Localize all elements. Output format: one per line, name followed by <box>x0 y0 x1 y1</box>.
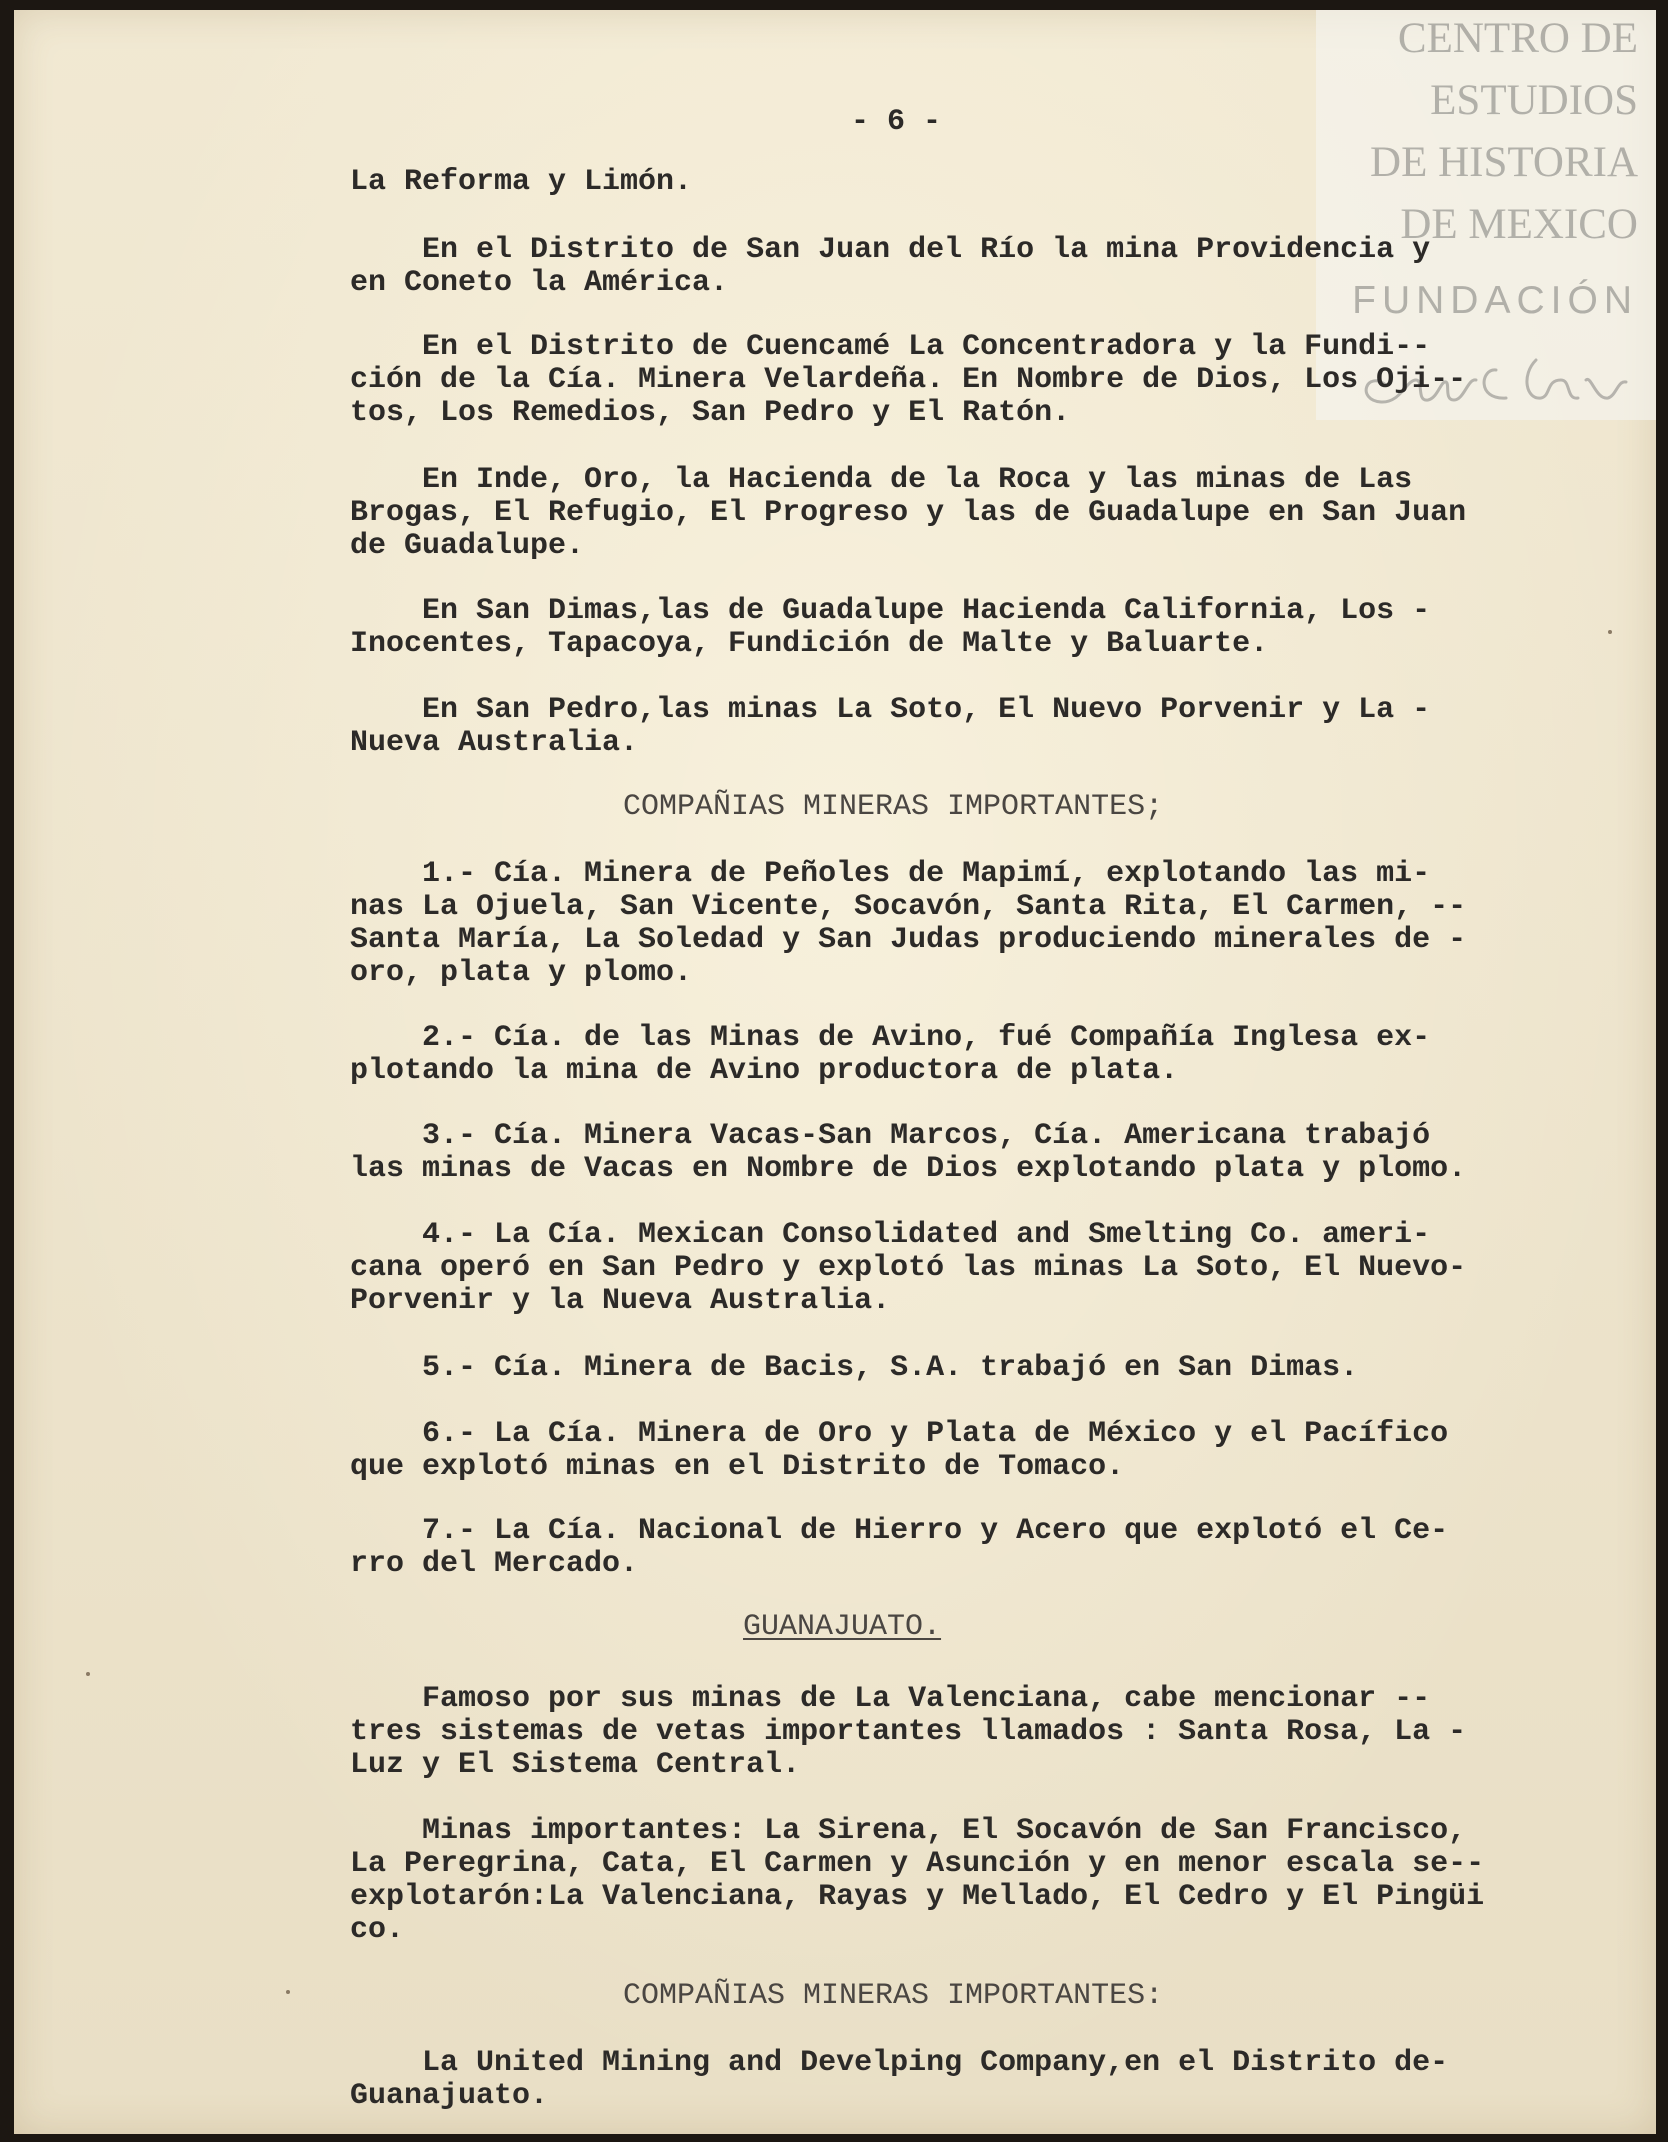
text-line: co. <box>350 1913 405 1947</box>
text-line: cana operó en San Pedro y explotó las minas La Soto, El Nuevo- <box>350 1251 1467 1285</box>
text-line: explotarón:La Valenciana, Rayas y Mellado, El Cedro y El Pingüi <box>350 1880 1485 1914</box>
document-page <box>14 10 1656 2134</box>
text-line: Nueva Australia. <box>350 726 639 760</box>
text-line: las minas de Vacas en Nombre de Dios explotando plata y plomo. <box>350 1152 1467 1186</box>
stamp-line: DE MEXICO <box>1400 201 1638 248</box>
text-line: En San Dimas,las de Guadalupe Hacienda California, Los - <box>350 594 1431 628</box>
text-line: La United Mining and Develping Company,en el Distrito de- <box>350 2046 1449 2080</box>
paper-speck <box>1608 630 1612 634</box>
text-line: En el Distrito de Cuencamé La Concentradora y la Fundi-- <box>350 330 1431 364</box>
text-line: Porvenir y la Nueva Australia. <box>350 1284 891 1318</box>
text-line: 5.- Cía. Minera de Bacis, S.A. trabajó en San Dimas. <box>350 1351 1359 1385</box>
paper-speck <box>286 1990 290 1994</box>
text-line: que explotó minas en el Distrito de Tomaco. <box>350 1450 1125 1484</box>
text-line: tres sistemas de vetas importantes llamados : Santa Rosa, La - <box>350 1715 1467 1749</box>
text-line: en Coneto la América. <box>350 266 729 300</box>
text-line: Brogas, El Refugio, El Progreso y las de Guadalupe en San Juan <box>350 496 1467 530</box>
text-line: 2.- Cía. de las Minas de Avino, fué Compañía Inglesa ex- <box>350 1021 1431 1055</box>
text-line: Inocentes, Tapacoya, Fundición de Malte y Baluarte. <box>350 627 1269 661</box>
stamp-line: DE HISTORIA <box>1370 139 1638 186</box>
text-line: ción de la Cía. Minera Velardeña. En Nombre de Dios, Los Oji-- <box>350 363 1467 397</box>
paper-speck <box>86 1672 90 1676</box>
text-line: tos, Los Remedios, San Pedro y El Ratón. <box>350 396 1071 430</box>
text-line: 3.- Cía. Minera Vacas-San Marcos, Cía. Americana trabajó <box>350 1119 1431 1153</box>
text-line: plotando la mina de Avino productora de plata. <box>350 1054 1179 1088</box>
text-line: Luz y El Sistema Central. <box>350 1748 801 1782</box>
text-line: 1.- Cía. Minera de Peñoles de Mapimí, explotando las mi- <box>350 857 1431 891</box>
text-line: Famoso por sus minas de La Valenciana, cabe mencionar -- <box>350 1682 1431 1716</box>
text-line: En el Distrito de San Juan del Río la mina Providencia y <box>350 233 1431 267</box>
text-line: En San Pedro,las minas La Soto, El Nuevo Porvenir y La - <box>350 693 1431 727</box>
text-line: nas La Ojuela, San Vicente, Socavón, Santa Rita, El Carmen, -- <box>350 890 1467 924</box>
page-number: - 6 - <box>851 105 942 139</box>
text-line: Guanajuato. <box>350 2079 549 2113</box>
text-line: 6.- La Cía. Minera de Oro y Plata de México y el Pacífico <box>350 1417 1449 1451</box>
text-line: oro, plata y plomo. <box>350 956 693 990</box>
text-line: rro del Mercado. <box>350 1547 639 1581</box>
stamp-foundation: FUNDACIÓN <box>1352 279 1638 322</box>
text-line: En Inde, Oro, la Hacienda de la Roca y las minas de Las <box>350 463 1413 497</box>
stamp-line: CENTRO DE <box>1397 15 1638 62</box>
section-heading: COMPAÑIAS MINERAS IMPORTANTES: <box>623 1979 1164 2013</box>
text-line: Santa María, La Soledad y San Judas produciendo minerales de - <box>350 923 1467 957</box>
text-line: Minas importantes: La Sirena, El Socavón de San Francisco, <box>350 1814 1467 1848</box>
text-line: La Peregrina, Cata, El Carmen y Asunción y en menor escala se-- <box>350 1847 1485 1881</box>
text-line: La Reforma y Limón. <box>350 165 693 199</box>
section-heading: COMPAÑIAS MINERAS IMPORTANTES; <box>623 790 1164 824</box>
text-line: de Guadalupe. <box>350 529 585 563</box>
text-line: 4.- La Cía. Mexican Consolidated and Smelting Co. ameri- <box>350 1218 1431 1252</box>
text-line: 7.- La Cía. Nacional de Hierro y Acero que explotó el Ce- <box>350 1514 1449 1548</box>
stamp-line: ESTUDIOS <box>1430 77 1638 124</box>
section-heading-guanajuato: GUANAJUATO. <box>743 1610 942 1644</box>
